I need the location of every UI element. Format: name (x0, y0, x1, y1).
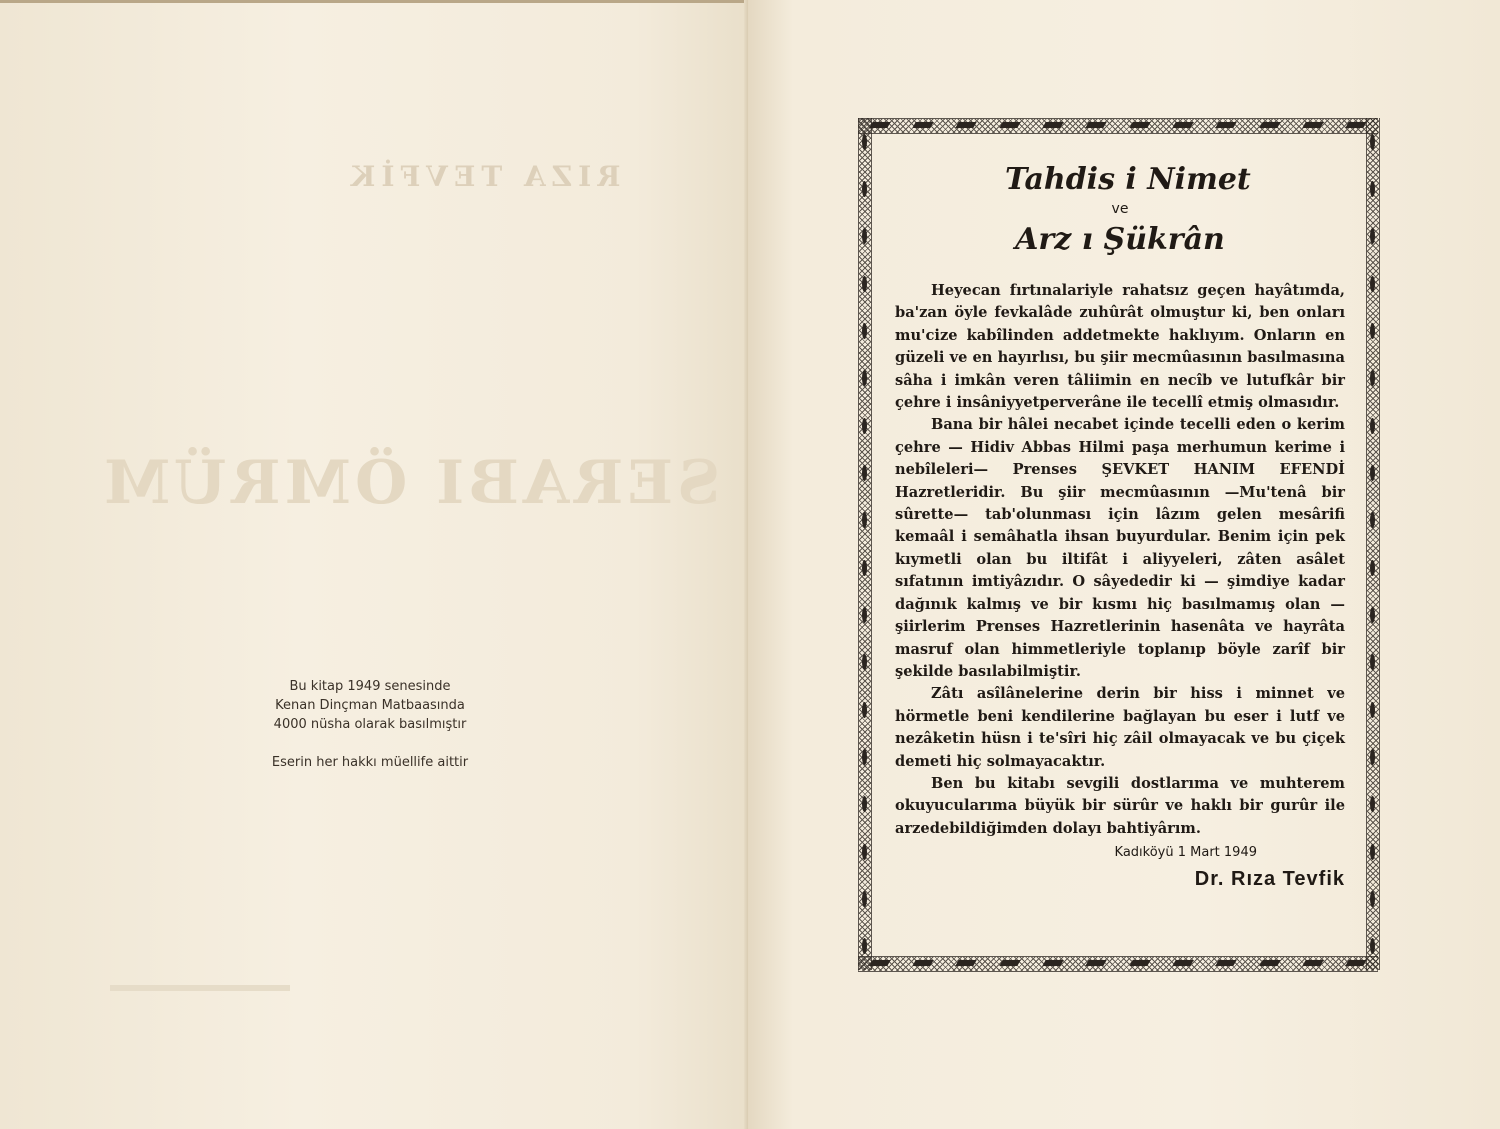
author-signature: Dr. Rıza Tevfik (1194, 868, 1345, 891)
frame-right-ornaments (1366, 118, 1378, 970)
title-arz-i-sukran: Arz ı Şükrân (1015, 222, 1225, 257)
paragraph-2: Bana bir hâlei necabet içinde tecelli eden o kerim çehre — Hidiv Abbas Hilmi paşa merhumun kerime i nebîleleri— Prenses ŞEVKET HANIM EFENDİ Hazretleridir. Bu şiir mecmûasının —Mu'tenâ bir sûrette— tab'olunması için lâzım gelen mesârifi kemaâl i semâhatla ihsan buyurdular. Benim için pek kıymetli olan bu iltifât i aliyyeleri, zâten asâlet sıfatının imtiyâzıdır. O sâyededir ki — şimdiye kadar dağınık kalmış ve bir kısmı hiç basılmamış olan — şiirlerim Prenses Hazretlerinin hasenâta ve hayrâta masruf olan himmetleriyle toplanıp böyle zarîf bir şekilde basılabilmiştir. (895, 416, 1345, 680)
show-through-author: RIZA TEVFİK (345, 160, 621, 193)
title-conjunction: ve (1111, 201, 1129, 217)
dedication-body (895, 280, 1345, 840)
left-page (0, 0, 748, 1129)
paragraph-1: Heyecan fırtınalariyle rahatsız geçen hayâtımda, ba'zan öyle fevkalâde zuhûrât olmuştur ki, ben onları mu'cize kabîlinden addetmekte haklıyım. Onların en güzeli ve en hayırlısı, bu şiir mecmûasının basılmasına sâha i imkân veren tâliimin en necîb ve lutufkâr bir çehre i insâniyyetperverâne ile tecellî etmiş olmasıdır. (895, 282, 1345, 412)
imprint-block (240, 677, 500, 772)
imprint-line-1: Bu kitap 1949 senesinde (289, 679, 451, 694)
title-tahdis-i-nimet: Tahdis i Nimet (1005, 162, 1251, 197)
imprint-line-2: Kenan Dinçman Matbaasında (275, 698, 465, 713)
imprint-line-3: 4000 nüsha olarak basılmıştır (273, 717, 467, 732)
show-through-line (110, 985, 290, 991)
page-top-edge (0, 0, 748, 3)
place-and-date: Kadıköyü 1 Mart 1949 (1114, 845, 1257, 861)
copyright-notice: Eserin her hakkı müellife aittir (271, 755, 469, 770)
show-through-title: SERABI ÖMRÜM (100, 448, 721, 518)
paragraph-4: Ben bu kitabı sevgili dostlarıma ve muhterem okuyucularıma büyük bir sürûr ve haklı bir gurûr ile arzedebildiğimden dolayı bahtiyârım. (895, 774, 1345, 837)
frame-left-ornaments (858, 118, 870, 970)
frame-bottom-ornaments (858, 956, 1378, 970)
frame-top-ornaments (858, 118, 1378, 132)
paragraph-3: Zâtı asîlânelerine derin bir hiss i minnet ve hörmetle beni kendilerine bağlayan bu eser i lutf ve nezâketin hüsn i te'sîri hiç zâil olmayacak ve bu çiçek demeti hiç solmayacaktır. (895, 685, 1345, 770)
dedication-content (895, 160, 1345, 891)
